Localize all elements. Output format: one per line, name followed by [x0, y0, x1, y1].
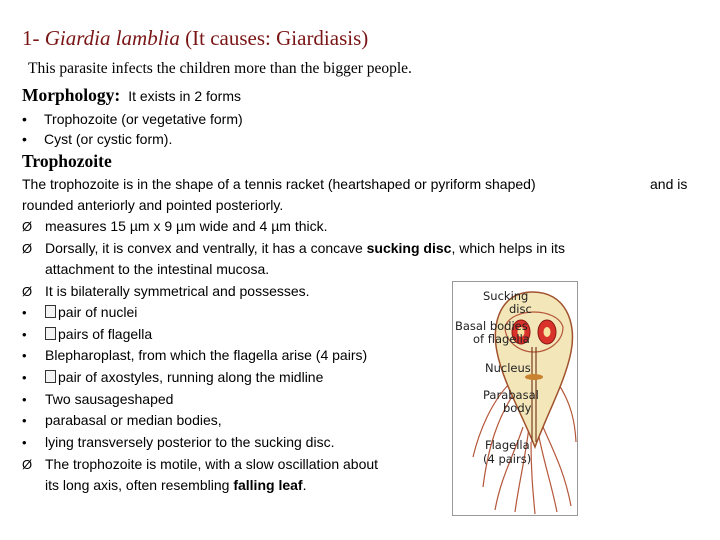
- label-basal-bodies: Basal bodies: [455, 319, 528, 333]
- list-item: • Two sausageshaped: [22, 391, 174, 407]
- list-item: • Blepharoplast, from which the flagella arise (4 pairs): [22, 347, 368, 363]
- list-item: Ø It is bilaterally symmetrical and possesses.: [22, 283, 310, 299]
- list-item: Ø The trophozoite is motile, with a slow oscillation about: [22, 456, 379, 472]
- label-disc: disc: [509, 302, 532, 316]
- list-item: • pair of nuclei: [22, 304, 138, 320]
- list-item: • Trophozoite (or vegetative form): [22, 111, 243, 127]
- list-item: Ø measures 15 µm x 9 µm wide and 4 µm thick.: [22, 218, 328, 234]
- list-item: Ø Dorsally, it is convex and ventrally, it has a concave sucking disc, which helps in its: [22, 240, 566, 256]
- missing-glyph-icon: [45, 327, 56, 340]
- paragraph-line: The trophozoite is in the shape of a tennis racket (heartshaped or pyriform shaped): [22, 176, 536, 192]
- paragraph-line: and is: [650, 176, 688, 192]
- label-parabasal: Parabasal: [483, 388, 539, 402]
- label-flagella: Flagella: [485, 438, 530, 452]
- page-title: 1- Giardia lamblia (It causes: Giardiasis): [22, 26, 369, 50]
- list-item: • pairs of flagella: [22, 326, 153, 342]
- paragraph-line: rounded anteriorly and pointed posteriorly.: [22, 197, 284, 213]
- label-nucleus: Nucleus: [485, 361, 531, 375]
- list-item: its long axis, often resembling falling leaf.: [45, 477, 307, 493]
- list-item: • Cyst (or cystic form).: [22, 131, 173, 147]
- label-body: body: [503, 401, 532, 415]
- list-item: • lying transversely posterior to the sucking disc.: [22, 434, 335, 450]
- intro-text: This parasite infects the children more than the bigger people.: [28, 60, 412, 77]
- missing-glyph-icon: [45, 305, 56, 318]
- trophozoite-heading: Trophozoite: [22, 151, 112, 171]
- morphology-heading: Morphology: It exists in 2 forms: [22, 85, 242, 105]
- list-item: attachment to the intestinal mucosa.: [45, 261, 270, 277]
- label-4-pairs: (4 pairs): [483, 452, 532, 466]
- list-item: • parabasal or median bodies,: [22, 412, 222, 428]
- giardia-diagram: [452, 281, 578, 516]
- label-of-flagella: of flagella: [473, 332, 530, 346]
- list-item: • pair of axostyles, running along the midline: [22, 369, 324, 385]
- missing-glyph-icon: [45, 370, 56, 383]
- label-sucking: Sucking: [483, 289, 529, 303]
